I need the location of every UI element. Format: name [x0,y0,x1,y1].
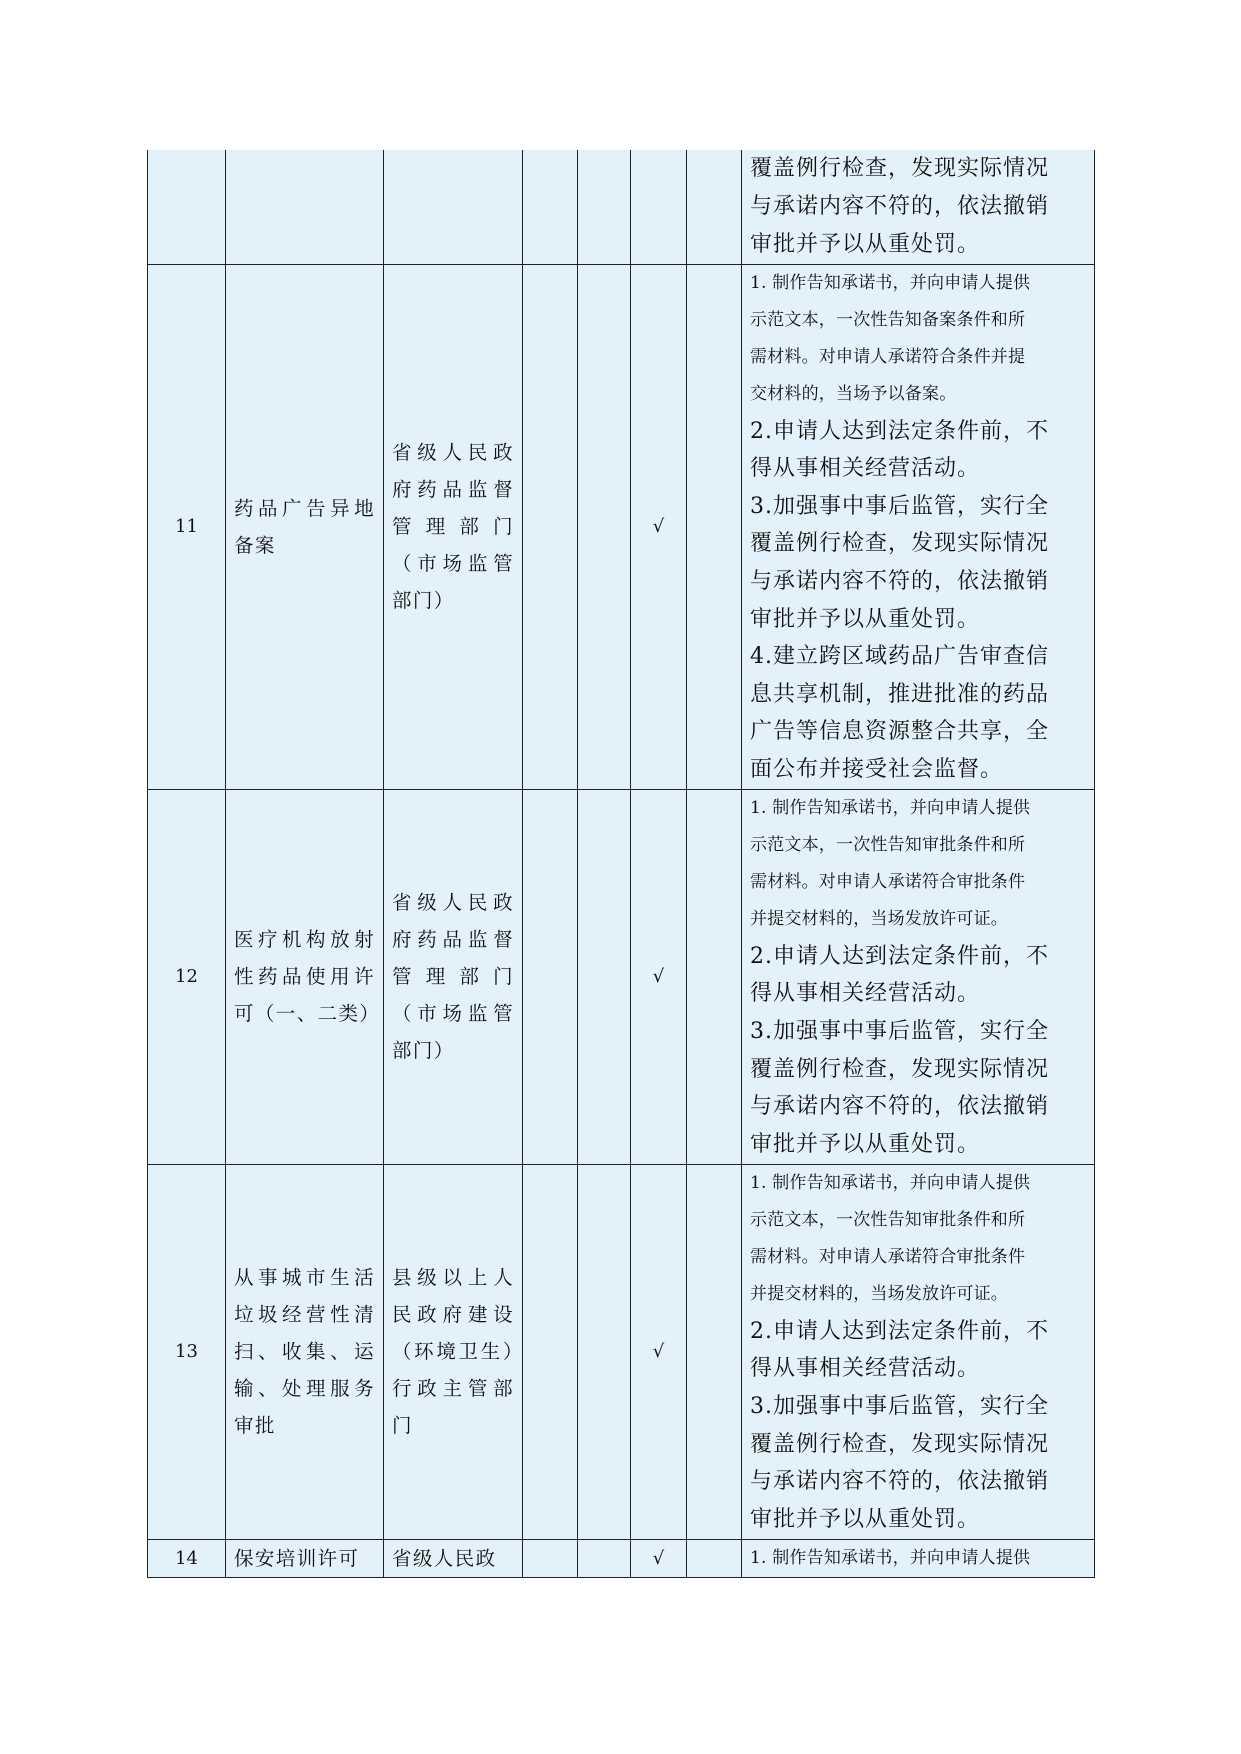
measure-line: 面公布并接受社会监督。 [750,756,1004,782]
blank-cell [578,264,631,789]
blank-cell [578,1539,631,1577]
table-row [148,789,1095,1164]
measure-line: 1. 制作告知承诺书，并向申请人提供 [750,272,1031,293]
measure-line: 4.建立跨区域药品广告审查信 [750,644,1049,670]
table-row [148,150,1095,264]
approval-department: 省级人民政 [384,1539,523,1577]
measure-line: 2.申请人达到法定条件前，不 [750,1318,1049,1344]
measure-line: 示范文本，一次性告知审批条件和所 [750,834,1026,855]
measure-line: 审批并予以从重处罚。 [750,1131,981,1157]
measures-cell [742,1539,1095,1577]
row-number [148,150,226,264]
table-row [148,1539,1095,1577]
check-mark: √ [631,789,687,1164]
measure-line: 3.加强事中事后监管，实行全 [750,1018,1049,1044]
measures-cell [742,150,1095,264]
row-number: 12 [148,789,226,1164]
measures-cell [742,789,1095,1164]
measure-line: 1. 制作告知承诺书，并向申请人提供 [750,797,1031,818]
measure-line: 审批并予以从重处罚。 [750,1506,981,1532]
blank-cell [687,150,742,264]
blank-cell [687,1539,742,1577]
item-name: 保安培训许可 [226,1539,384,1577]
measure-line: 需材料。对申请人承诺符合审批条件 [750,871,1026,892]
table-row [148,1164,1095,1539]
blank-cell [523,1539,578,1577]
check-mark: √ [631,1539,687,1577]
measure-line: 得从事相关经营活动。 [750,1356,981,1382]
measure-line: 广告等信息资源整合共享，全 [750,719,1050,745]
blank-cell [523,264,578,789]
check-mark [631,150,687,264]
blank-cell [578,1164,631,1539]
approval-department: 省级人民政府药品监督管理部门（市场监管部门） [384,264,523,789]
blank-cell [523,150,578,264]
item-name [226,150,384,264]
row-number: 11 [148,264,226,789]
row-number: 13 [148,1164,226,1539]
blank-cell [578,789,631,1164]
measures-cell [742,264,1095,789]
measure-line: 覆盖例行检查，发现实际情况 [750,156,1050,182]
measure-line: 示范文本，一次性告知备案条件和所 [750,309,1026,330]
measure-line: 与承诺内容不符的，依法撤销 [750,1094,1050,1120]
check-mark: √ [631,264,687,789]
measure-line: 与承诺内容不符的，依法撤销 [750,193,1050,219]
item-name: 医疗机构放射性药品使用许可（一、二类） [226,789,384,1164]
measure-line: 1. 制作告知承诺书，并向申请人提供 [750,1172,1031,1193]
measure-line: 3.加强事中事后监管，实行全 [750,1393,1049,1419]
approval-department: 县级以上人民政府建设（环境卫生）行政主管部门 [384,1164,523,1539]
table-row [148,264,1095,789]
approval-department [384,150,523,264]
measure-line: 得从事相关经营活动。 [750,981,981,1007]
measure-line: 2.申请人达到法定条件前，不 [750,418,1049,444]
blank-cell [523,789,578,1164]
measure-line: 并提交材料的，当场发放许可证。 [750,1283,1008,1304]
item-name: 药品广告异地备案 [226,264,384,789]
measure-line: 2.申请人达到法定条件前，不 [750,943,1049,969]
approval-department: 省级人民政府药品监督管理部门（市场监管部门） [384,789,523,1164]
check-mark: √ [631,1164,687,1539]
measures-table [147,150,1095,1578]
measure-line: 并提交材料的，当场发放许可证。 [750,908,1008,929]
blank-cell [687,1164,742,1539]
measure-line: 覆盖例行检查，发现实际情况 [750,1056,1050,1082]
measure-line: 与承诺内容不符的，依法撤销 [750,568,1050,594]
blank-cell [578,150,631,264]
blank-cell [687,789,742,1164]
measure-line: 覆盖例行检查，发现实际情况 [750,1431,1050,1457]
measure-line: 得从事相关经营活动。 [750,456,981,482]
measure-line: 3.加强事中事后监管，实行全 [750,493,1049,519]
measure-line: 1. 制作告知承诺书，并向申请人提供 [750,1547,1031,1568]
measure-line: 与承诺内容不符的，依法撤销 [750,1469,1050,1495]
measure-line: 需材料。对申请人承诺符合审批条件 [750,1246,1026,1267]
measure-line: 审批并予以从重处罚。 [750,606,981,632]
row-number: 14 [148,1539,226,1577]
item-name: 从事城市生活垃圾经营性清扫、收集、运输、处理服务审批 [226,1164,384,1539]
measure-line: 覆盖例行检查，发现实际情况 [750,531,1050,557]
measure-line: 息共享机制，推进批准的药品 [750,681,1050,707]
blank-cell [687,264,742,789]
measure-line: 需材料。对申请人承诺符合条件并提 [750,346,1026,367]
measure-line: 审批并予以从重处罚。 [750,231,981,257]
measure-line: 交材料的，当场予以备案。 [750,383,957,404]
measures-cell [742,1164,1095,1539]
blank-cell [523,1164,578,1539]
measure-line: 示范文本，一次性告知审批条件和所 [750,1209,1026,1230]
